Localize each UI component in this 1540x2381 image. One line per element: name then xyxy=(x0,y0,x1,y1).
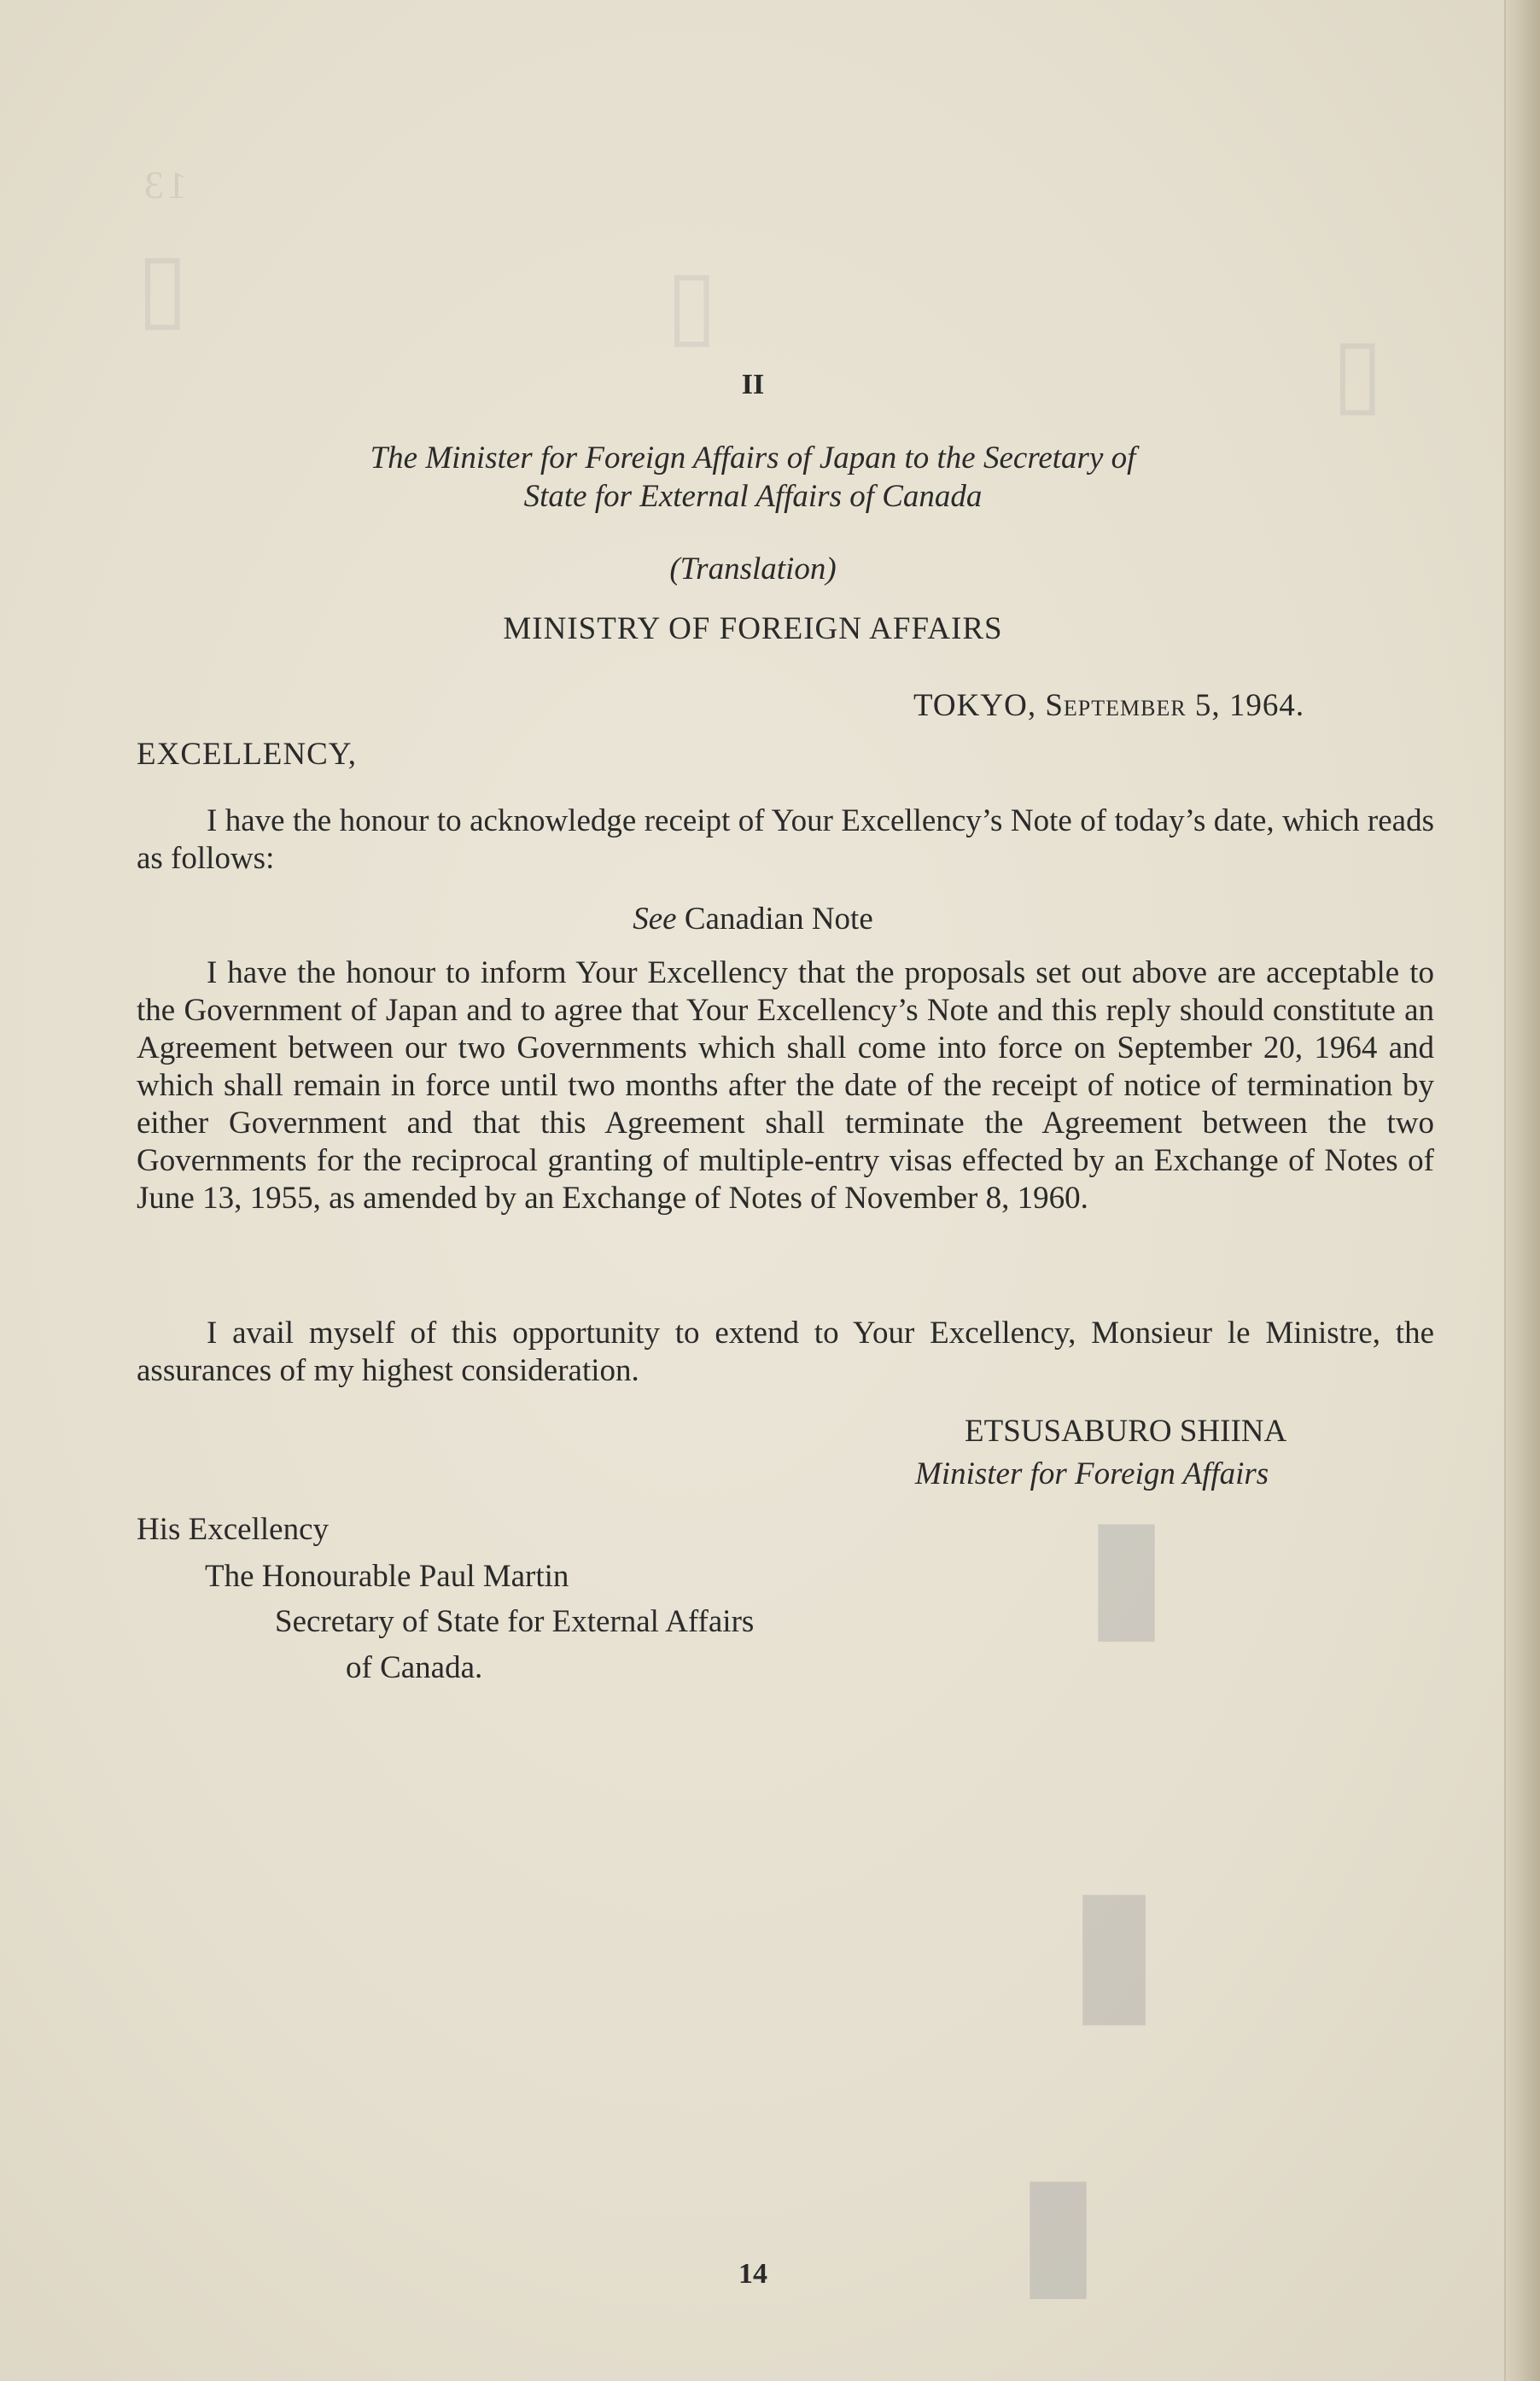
bleed-through-page-number: 13 xyxy=(141,163,187,207)
see-reference xyxy=(0,901,1506,937)
see-word: See xyxy=(633,902,677,937)
addressee-line-2: The Honourable Paul Martin xyxy=(205,1559,569,1594)
addressee-line-1: His Excellency xyxy=(137,1512,329,1547)
bleed-through-mark: ▮ xyxy=(1067,1847,1162,2045)
addressee-line-3: Secretary of State for External Affairs xyxy=(275,1604,755,1639)
bleed-through-mark: ▮ xyxy=(1016,2139,1101,2317)
ministry-heading: MINISTRY OF FOREIGN AFFAIRS xyxy=(503,611,1003,646)
heading-line-2: State for External Affairs of Canada xyxy=(523,479,983,514)
place-date: TOKYO, September 5, 1964. xyxy=(913,688,1305,723)
paragraph-text: I have the honour to inform Your Excellency that the proposals set out above are acceptable to the Government of Japan and to agree that Your Excellency’s Note and this reply should constitute an Agreement between our two Governments which shall come into force on September 20, 1964 and which shall remain in force until two months after the date of the receipt of notice of termination by either Government and that this Agreement shall terminate the Agreement between the two Governments for the reciprocal granting of multiple-entry visas effected by an Exchange of Notes of June 13, 1955, as amended by an Exchange of Notes of November 8, 1960. xyxy=(137,955,1434,1216)
page-number: 14 xyxy=(738,2258,767,2290)
signatory-title: Minister for Foreign Affairs xyxy=(915,1456,1269,1491)
section-numeral: II xyxy=(741,369,765,400)
bleed-through-mark: ▮ xyxy=(1084,1481,1170,1660)
bleed-through-mark: ▯ xyxy=(137,231,189,341)
translation-note: (Translation) xyxy=(669,551,837,586)
paragraph-text: I avail myself of this opportunity to extend to Your Excellency, Monsieur le Ministre, the assurances of my highest consideration. xyxy=(137,1316,1434,1388)
addressee-line-4: of Canada. xyxy=(346,1650,483,1685)
heading-line-1: The Minister for Foreign Affairs of Japan to the Secretary of xyxy=(370,441,1136,476)
bleed-through-mark: ▯ xyxy=(1332,317,1384,426)
salutation: EXCELLENCY, xyxy=(137,737,358,772)
paragraph-proposal xyxy=(137,954,1434,1217)
paragraph-text: I have the honour to acknowledge receipt of Your Excellency’s Note of today’s date, which reads as follows: xyxy=(137,803,1434,876)
page-spine xyxy=(1504,0,1540,2381)
bleed-through-mark: ▯ xyxy=(666,248,718,358)
paragraph-closing xyxy=(137,1315,1434,1390)
see-note: Canadian Note xyxy=(684,902,873,937)
signatory-name: ETSUSABURO SHIINA xyxy=(965,1414,1287,1449)
paragraph-acknowledge xyxy=(137,802,1434,878)
